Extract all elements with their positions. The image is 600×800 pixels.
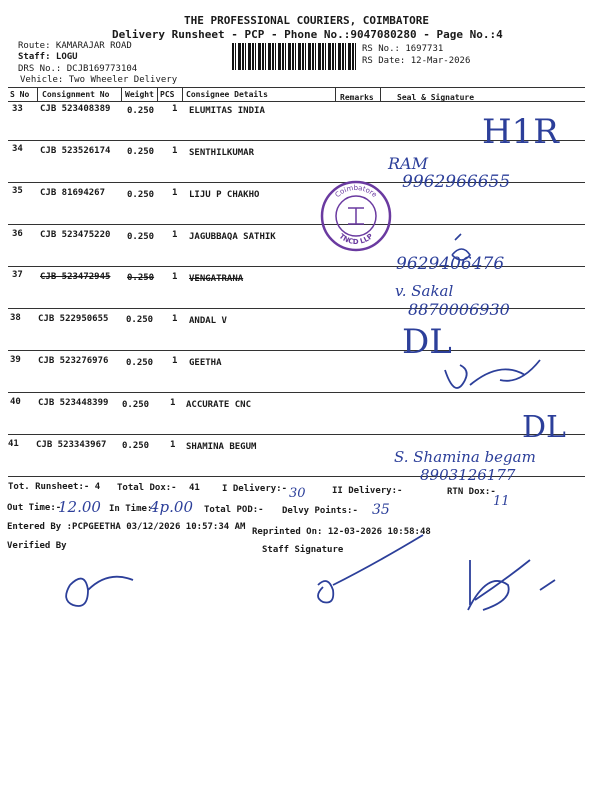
total-dox-value: 41 [189,483,200,493]
row-pcs: 1 [170,440,176,450]
rs-date: RS Date: 12-Mar-2026 [362,56,471,66]
row-weight: 0.250 [127,106,155,116]
row-consignment: CJB 523475220 [40,230,111,240]
vehicle: Vehicle: Two Wheeler Delivery [20,75,178,85]
staff-signature-label: Staff Signature [262,545,344,555]
row-weight: 0.250 [126,315,154,325]
handwriting-h7: DL [402,322,452,362]
row-pcs: 1 [172,188,178,198]
signature-scribble [66,577,133,606]
total-pod-label: Total POD:- [204,505,264,515]
row-pcs: 1 [172,146,178,156]
delvy-points-value: 35 [372,502,390,518]
row-consignment: CJB 523276976 [38,356,109,366]
row-consignment: CJB 81694267 [40,188,106,198]
handwriting-h8: DL [522,410,566,445]
in-time-value: 4p.00 [150,498,194,516]
row-consignment: CJB 522950655 [38,314,109,324]
row-pcs: 1 [172,104,178,114]
entered-by: Entered By :PCPGEETHA 03/12/2026 10:57:34 AM [7,522,246,532]
rtn-dox-value: 11 [493,494,510,509]
row-sno: 36 [12,229,23,239]
handwriting-h6: 8870006930 [408,300,510,319]
drs-no: DRS No.: DCJB169773104 [18,64,138,74]
handwriting-h4: 9629406476 [396,254,505,274]
row-weight: 0.250 [126,358,154,368]
col-consignee: Consignee Details [186,90,268,99]
signature-scribble [452,234,470,260]
i-delivery-value: 30 [289,486,306,501]
handwriting-h9: S. Shamina begam [394,448,536,466]
col-pcs: PCS [160,90,175,99]
row-sno: 40 [10,397,21,407]
row-weight: 0.250 [127,273,155,283]
tot-runsheet: Tot. Runsheet:- 4 [8,482,101,492]
row-consignment: CJB 523343967 [36,440,107,450]
handwriting-h5: v. Sakal [395,282,454,300]
col-sno: S No [10,90,30,99]
row-consignee: LIJU P CHAKHO [189,190,260,200]
svg-text:TNCD LLP [337,232,374,246]
ii-delivery-label: II Delivery:- [332,486,403,496]
row-weight: 0.250 [127,190,155,200]
seal-top-text: Coimbatore [333,183,379,200]
i-delivery-label: I Delivery:- [222,484,288,494]
delvy-points-label: Delvy Points:- [282,506,358,516]
row-sno: 41 [8,439,19,449]
row-pcs: 1 [172,314,178,324]
row-pcs: 1 [170,398,176,408]
verified-by: Verified By [7,541,67,551]
row-consignment: CJB 523408389 [40,104,111,114]
row-consignee: VENGATRANA [189,274,244,284]
row-weight: 0.250 [122,400,150,410]
row-consignment: CJB 523448399 [38,398,109,408]
signature-scribble [468,560,555,610]
company-name: THE PROFESSIONAL COURIERS, COIMBATORE [184,14,430,27]
handwriting-h3: 9962966655 [402,172,511,192]
out-time-label: Out Time:- [7,503,62,513]
row-sno: 34 [12,144,23,154]
row-consignee: ELUMITAS INDIA [189,106,265,116]
col-remarks: Remarks [340,93,374,102]
seal-bottom-text: TNCD LLP [337,232,375,247]
rtn-dox-label: RTN Dox:- [447,487,496,497]
signature-scribble [318,535,423,603]
row-pcs: 1 [172,230,178,240]
row-sno: 39 [10,355,21,365]
row-consignment: CJB 523472945 [40,272,111,282]
row-consignee: JAGUBBAQA SATHIK [189,232,276,242]
row-sno: 33 [12,104,23,114]
row-weight: 0.250 [127,147,155,157]
row-consignment: CJB 523526174 [40,146,111,156]
rs-no: RS No.: 1697731 [362,44,444,54]
route: Route: KAMARAJAR ROAD [18,41,132,51]
handwriting-h10: 8903126177 [420,466,516,484]
row-sno: 38 [10,313,21,323]
row-sno: 35 [12,186,23,196]
runsheet-subtitle: Delivery Runsheet - PCP - Phone No.:9047080280 - Page No.:4 [112,28,503,41]
row-pcs: 1 [172,272,178,282]
row-consignee: ACCURATE CNC [186,400,252,410]
row-weight: 0.250 [122,441,150,451]
out-time-value: 12.00 [58,498,101,516]
company-seal [320,180,392,252]
handwriting-h1: H1R [482,112,559,152]
row-consignee: GEETHA [189,358,222,368]
row-sno: 37 [12,270,23,280]
row-weight: 0.250 [127,232,155,242]
staff: Staff: LOGU [18,52,78,62]
col-weight: Weight [125,90,154,99]
col-consignment: Consignment No [42,90,110,99]
in-time-label: In Time:- [109,504,158,514]
reprinted-on: Reprinted On: 12-03-2026 10:58:48 [252,527,431,537]
row-pcs: 1 [172,356,178,366]
row-consignee: SENTHILKUMAR [189,148,255,158]
signature-scribble [445,360,540,388]
total-dox-label: Total Dox:- [117,483,177,493]
col-seal: Seal & Signature [397,93,475,102]
row-consignee: ANDAL V [189,316,227,326]
handwriting-h2: RAM [388,154,428,173]
row-consignee: SHAMINA BEGUM [186,442,257,452]
